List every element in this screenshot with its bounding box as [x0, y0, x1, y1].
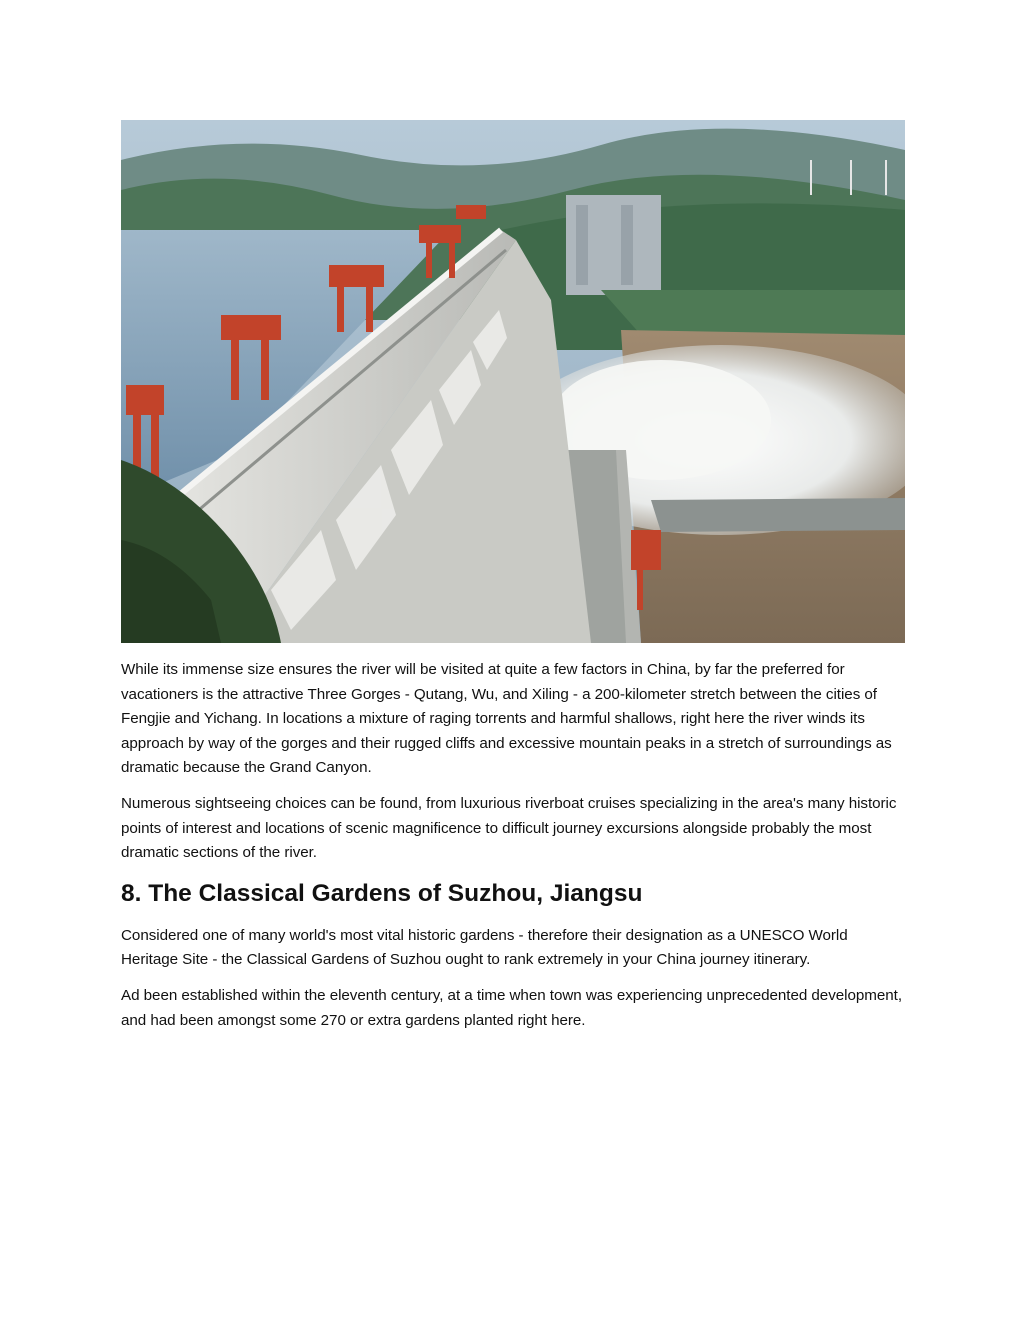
document-page — [121, 120, 905, 1033]
paragraph-suzhou-history: Ad been established within the eleventh century, at a time when town was experiencing unprecedented development, and had been amongst some 270 or extra gardens planted right here. — [121, 986, 902, 1029]
paragraph-suzhou-intro: Considered one of many world's most vital historic gardens - therefore their designation as a UNESCO World Heritage Site - the Classical Gardens of Suzhou ought to rank extremely in your China journey itinerary. — [121, 926, 848, 969]
paragraph-sightseeing: Numerous sightseeing choices can be found, from luxurious riverboat cruises specializing in the area's many historic points of interest and locations of scenic magnificence to difficult journey excursions alongside probably the most dramatic sections of the river. — [121, 794, 897, 862]
dam-photo — [121, 120, 905, 643]
section-heading: 8. The Classical Gardens of Suzhou, Jiangsu — [121, 879, 643, 907]
paragraph-three-gorges: While its immense size ensures the river will be visited at quite a few factors in China, by far the preferred for vacationers is the attractive Three Gorges - Qutang, Wu, and Xiling - a 200-kilometer stretch between the cities of Fengjie and Yichang. In locations a mixture of raging torrents and harmful shallows, right here the river winds its approach by way of the gorges and their rugged cliffs and excessive mountain peaks in a stretch of surroundings as dramatic because the Grand Canyon. — [121, 661, 892, 777]
dam-illustration — [121, 120, 905, 643]
